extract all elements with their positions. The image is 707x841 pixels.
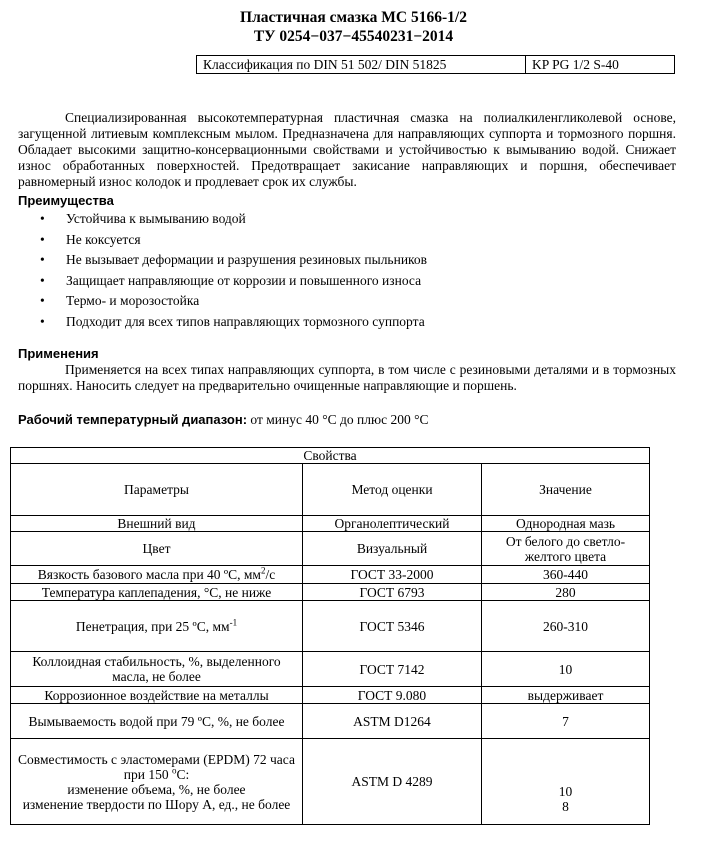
properties-table (10, 447, 650, 825)
applications-paragraph: Применяется на всех типах направляющих суппорта, в том числе с резиновыми деталями и в тормозных поршнях. Наносить следует на предварительно очищенные направляющие и поршень. (18, 362, 676, 393)
list-item: • Защищает направляющие от коррозии и повышенного износа (40, 271, 427, 292)
classification-box (196, 55, 675, 74)
bullet-icon: • (40, 252, 45, 268)
table-row: Коррозионное воздействие на металлы ГОСТ 9.080 выдерживает (11, 687, 650, 704)
table-row: Вымываемость водой при 79 ºС, %, не более ASTM D1264 7 (11, 704, 650, 739)
list-item: • Не вызывает деформации и разрушения резиновых пыльников (40, 250, 427, 271)
intro-paragraph: Специализированная высокотемпературная пластичная смазка на полиалкиленгликолевой основе, загущенной литиевым комплексным мылом. Предназначена для направляющих суппорта и тормозного поршня. Обладает высокими защитно-консервационными свойствами и устойчивостью к вымыванию водой. Снижает износ обработанных поверхностей. Предотвращает закисание направляющих и поршня, обеспечивает равномерный износ колодок и продлевает срок их службы. (18, 110, 676, 189)
table-row: Вязкость базового масла при 40 ºС, $мм^2/с$ ГОСТ 33-2000 360-440 (11, 566, 650, 584)
bullet-icon: • (40, 231, 45, 247)
bullet-icon: • (40, 272, 45, 288)
table-row: Цвет Визуальный От белого до светло-желтого цвета (11, 532, 650, 566)
temperature-value: от минус 40 °С до плюс 200 °С (250, 412, 429, 427)
table-row: Коллоидная стабильность, %, выделенного масла, не более ГОСТ 7142 10 (11, 652, 650, 687)
header-cell: Метод оценки (303, 464, 482, 516)
spec-number: ТУ 0254−037−45540231−2014 (253, 28, 454, 45)
table-row: Совместимость с эластомерами (EPDM) 72 часа при 150 $^о$С: изменение объема, %, не более изменение твердости по Шору А, ед., не более ASTM D 4289 10 8 (11, 739, 650, 825)
table-row: Внешний вид Органолептический Однородная мазь (11, 516, 650, 532)
advantages-list (40, 209, 427, 333)
classification-label: Классификация по DIN 51 502/ DIN 51825 (197, 56, 526, 73)
advantages-heading: Преимущества (18, 193, 114, 208)
list-item: • Подходит для всех типов направляющих тормозного суппорта (40, 312, 427, 333)
classification-value: KP PG 1/2 S-40 (532, 57, 619, 72)
list-item: • Не коксуется (40, 230, 427, 251)
temperature-label: Рабочий температурный диапазон: (18, 412, 248, 427)
header-cell: Параметры (11, 464, 303, 516)
table-row: Температура каплепадения, °С, не ниже ГОСТ 6793 280 (11, 584, 650, 601)
temperature-range (18, 412, 428, 428)
list-item: • Устойчива к вымыванию водой (40, 209, 427, 230)
table-row: Пенетрация, при 25 ºС, $мм^{-1}$ ГОСТ 5346 260-310 (11, 601, 650, 652)
applications-heading: Применения (18, 346, 99, 361)
table-caption: Свойства (11, 448, 650, 464)
bullet-icon: • (40, 293, 45, 309)
header-cell: Значение (482, 464, 650, 516)
list-item: • Термо- и морозостойка (40, 291, 427, 312)
bullet-icon: • (40, 313, 45, 329)
bullet-icon: • (40, 211, 45, 226)
document-title: Пластичная смазка МС 5166-1/2 (240, 9, 467, 26)
